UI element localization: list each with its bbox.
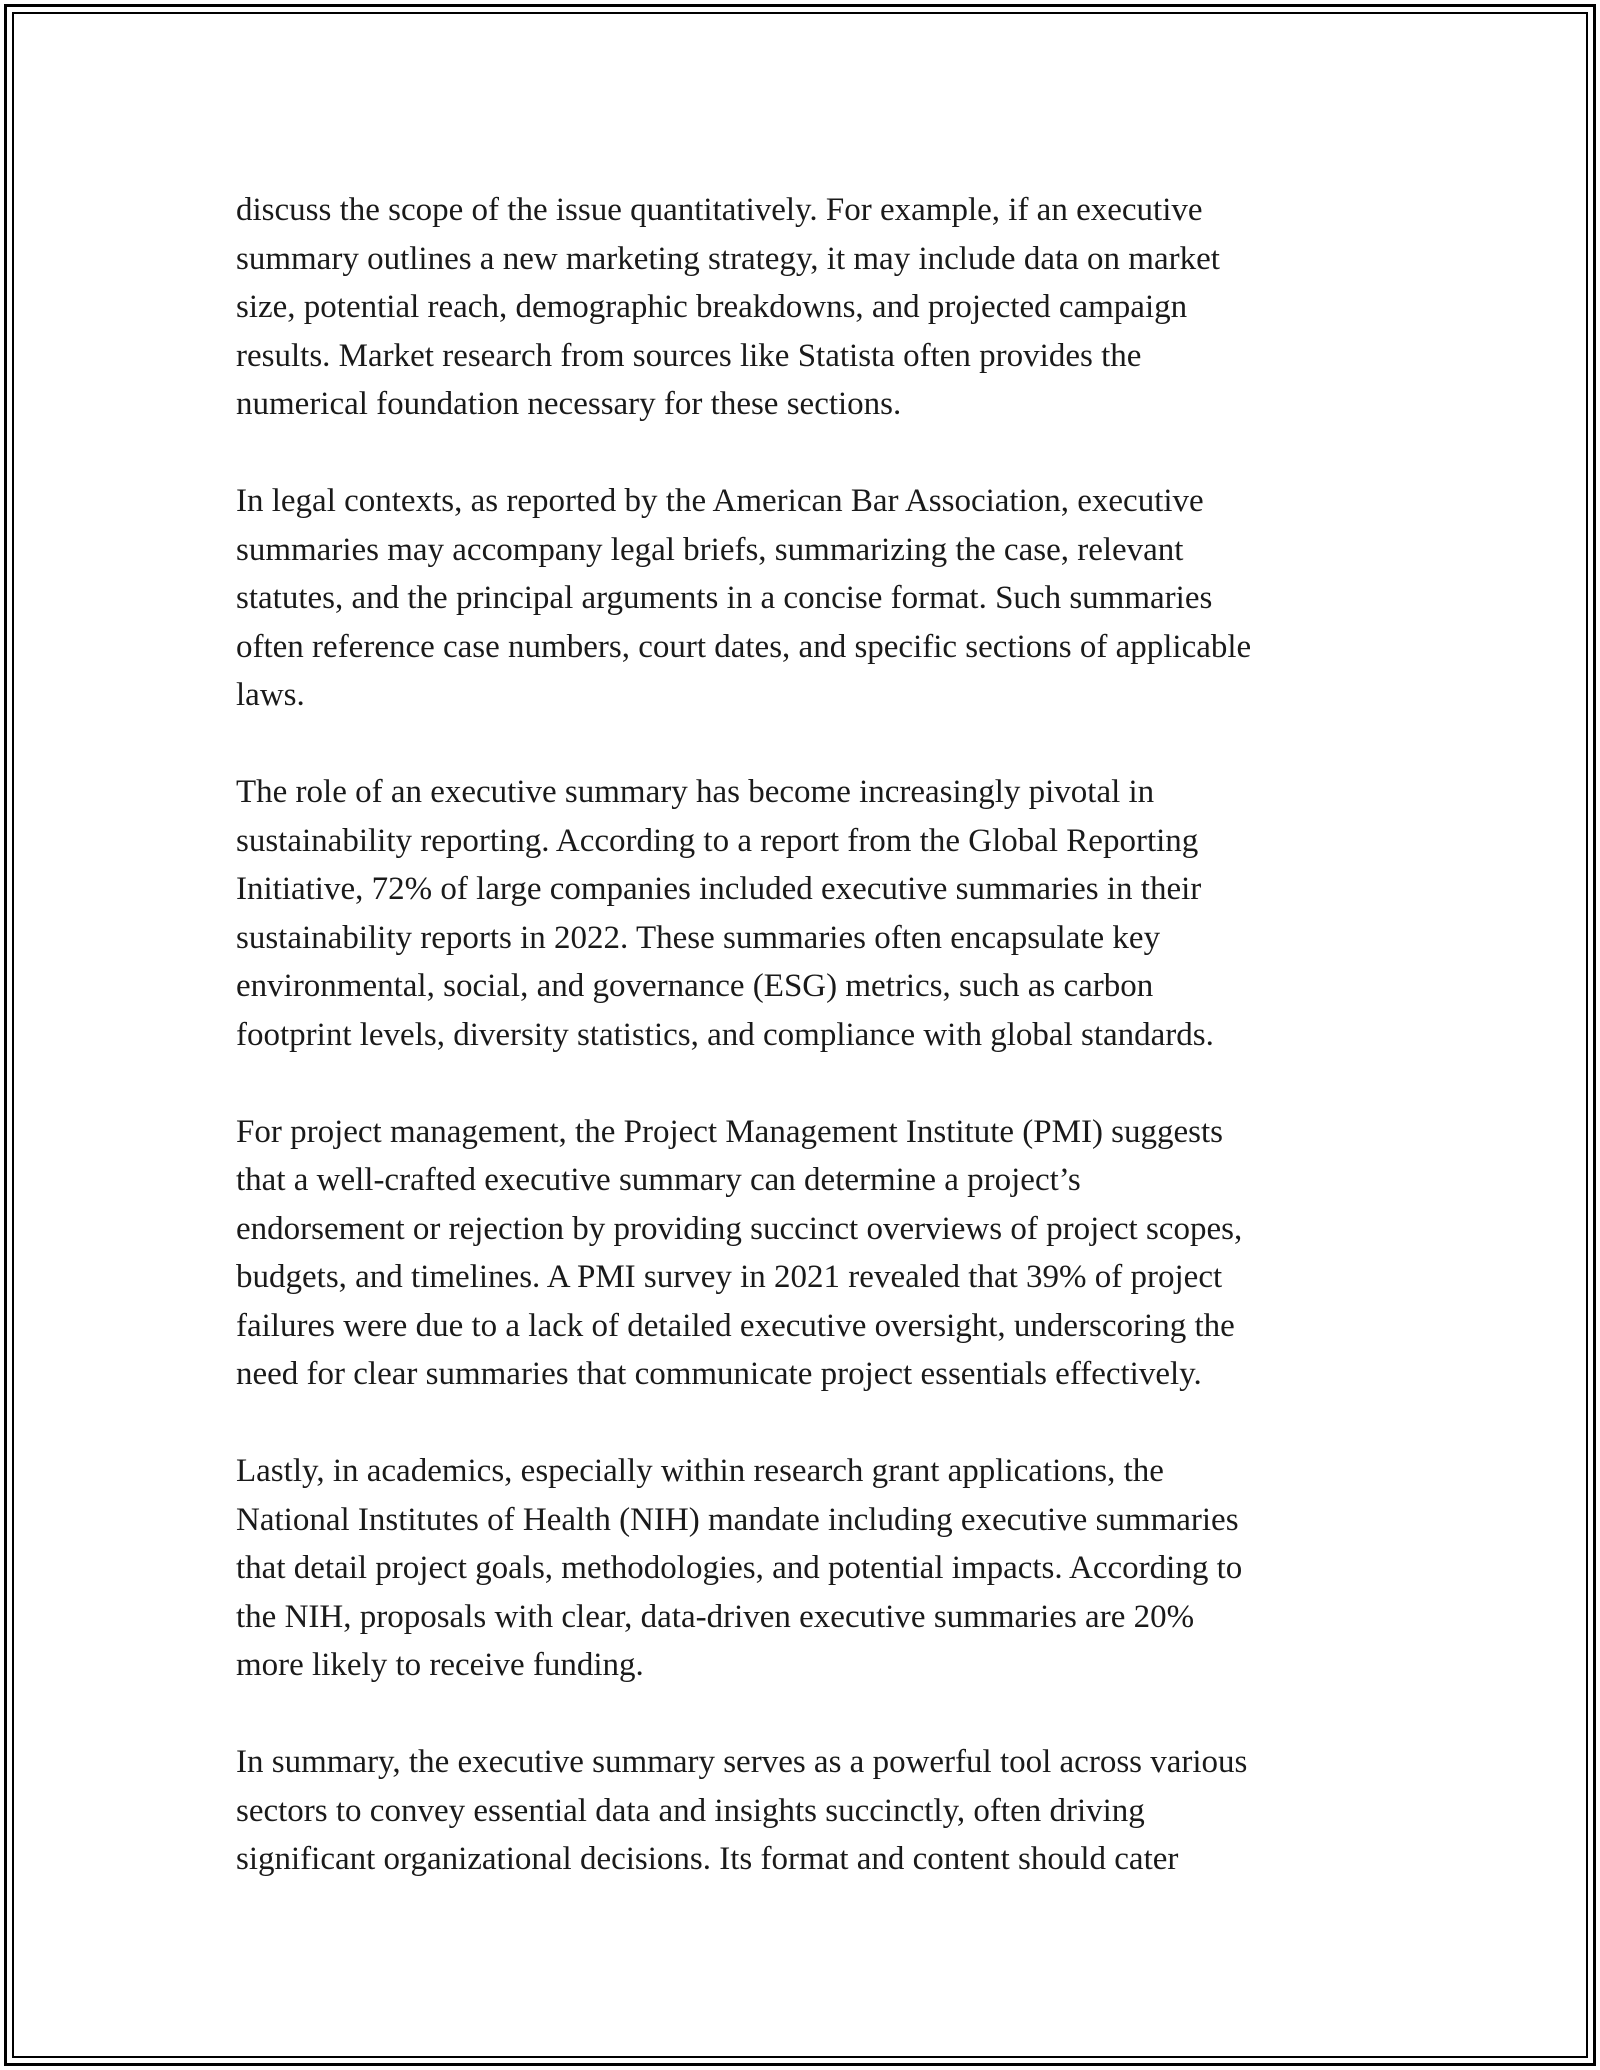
paragraph-summary: [236, 1738, 1386, 1884]
paragraph-legal-contexts: [236, 477, 1386, 720]
paragraph-sustainability: [236, 768, 1386, 1059]
text-line: that a well-crafted executive summary can determine a project’s: [236, 1162, 1081, 1198]
text-line: numerical foundation necessary for these sections.: [236, 386, 902, 422]
text-line: summaries may accompany legal briefs, summarizing the case, relevant: [236, 531, 1184, 568]
text-line: failures were due to a lack of detailed executive oversight, underscoring the: [236, 1307, 1235, 1344]
text-line: significant organizational decisions. Its format and content should cater: [236, 1841, 1179, 1877]
text-line: results. Market research from sources like Statista often provides the: [236, 337, 1142, 374]
text-line: need for clear summaries that communicate project essentials effectively.: [236, 1356, 1202, 1392]
paragraph-academics: [236, 1447, 1386, 1690]
text-line: the NIH, proposals with clear, data-driven executive summaries are 20%: [236, 1598, 1195, 1635]
text-line: In legal contexts, as reported by the American Bar Association, executive: [236, 483, 1204, 519]
paragraph-project-management: [236, 1108, 1386, 1399]
text-line: The role of an executive summary has become increasingly pivotal in: [236, 774, 1155, 810]
text-line: In summary, the executive summary serves as a powerful tool across various: [236, 1744, 1248, 1780]
text-line: For project management, the Project Management Institute (PMI) suggests: [236, 1113, 1224, 1150]
text-line: summary outlines a new marketing strategy, it may include data on market: [236, 240, 1220, 277]
text-line: laws.: [236, 677, 305, 713]
document-body: [236, 186, 1386, 1884]
text-line: discuss the scope of the issue quantitatively. For example, if an executive: [236, 192, 1203, 228]
text-line: that detail project goals, methodologies, and potential impacts. According to: [236, 1550, 1243, 1586]
text-line: Lastly, in academics, especially within research grant applications, the: [236, 1453, 1164, 1489]
text-line: budgets, and timelines. A PMI survey in 2021 revealed that 39% of project: [236, 1259, 1223, 1295]
text-line: sustainability reporting. According to a report from the Global Reporting: [236, 822, 1199, 859]
text-line: sectors to convey essential data and insights succinctly, often driving: [236, 1792, 1145, 1829]
text-line: endorsement or rejection by providing succinct overviews of project scopes,: [236, 1210, 1243, 1247]
text-line: more likely to receive funding.: [236, 1647, 644, 1683]
text-line: Initiative, 72% of large companies included executive summaries in their: [236, 871, 1202, 907]
text-line: sustainability reports in 2022. These summaries often encapsulate key: [236, 919, 1161, 956]
text-line: footprint levels, diversity statistics, and compliance with global standards.: [236, 1016, 1214, 1053]
paragraph-market-data: [236, 186, 1386, 429]
text-line: often reference case numbers, court dates, and specific sections of applicable: [236, 628, 1252, 665]
text-line: environmental, social, and governance (ESG) metrics, such as carbon: [236, 968, 1154, 1004]
text-line: size, potential reach, demographic breakdowns, and projected campaign: [236, 289, 1188, 325]
text-line: National Institutes of Health (NIH) mandate including executive summaries: [236, 1501, 1239, 1538]
text-line: statutes, and the principal arguments in a concise format. Such summaries: [236, 580, 1213, 616]
